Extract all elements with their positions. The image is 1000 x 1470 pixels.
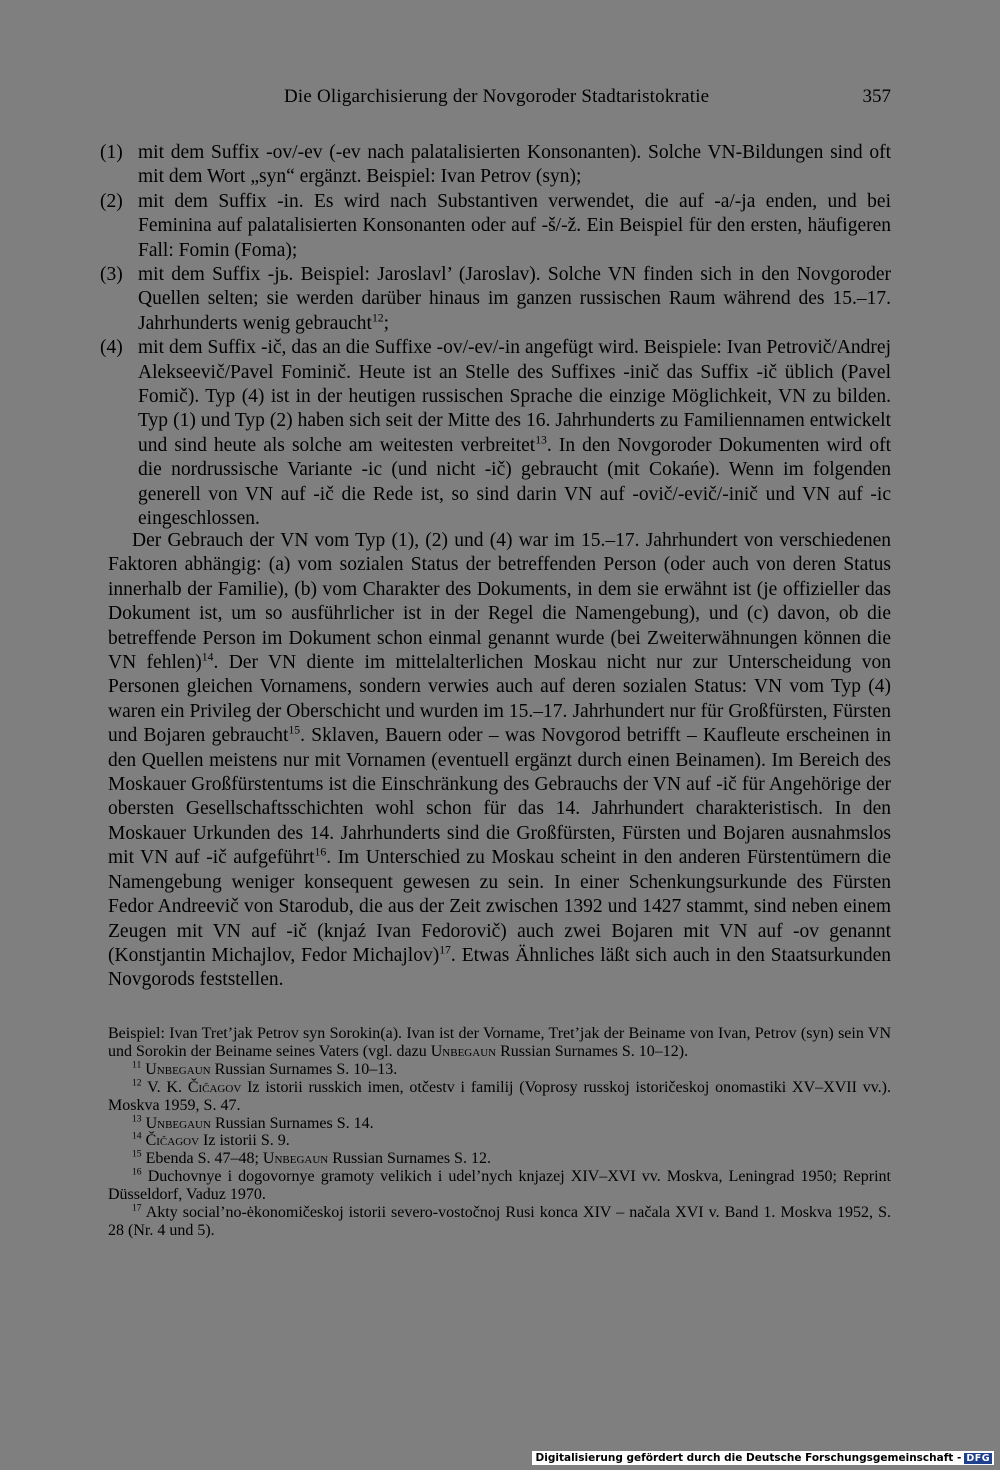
dfg-logo-icon: DFG [966, 1452, 990, 1464]
footnote-17 [108, 1204, 891, 1240]
running-title: Die Oligarchisierung der Novgoroder Stadtaristokratie [284, 86, 710, 107]
footnote-ref: 15 [288, 723, 301, 737]
footnote-author: Čičagov [145, 1132, 200, 1150]
paragraph-text: . Der VN diente im mittelalterlichen Moskau nicht nur zur Unterscheidung von Personen gleichen Vornamens, sondern verwies auch auf deren sozialen Status: VN vom Typ (4) waren ein Privileg der Oberschicht und wurden im 15.–17. Jahrhundert nur für Großfürsten, Fürsten und Bojaren gebraucht [108, 652, 891, 747]
enumerated-list [100, 141, 891, 532]
footnote-text: Ebenda S. 47–48; [145, 1150, 263, 1168]
footnote-text: Duchovnye i dogovornye gramoty velikich i udel’nych knjazej XIV–XVI vv. Moskva, Leningrad 1950; Reprint Düsseldorf, Vaduz 1970. [108, 1168, 892, 1204]
footnote-text: Russian Surnames S. 14. [210, 1114, 374, 1132]
footnote-13 [108, 1115, 891, 1133]
list-number: (4) [100, 337, 123, 359]
footnote-number: 12 [132, 1077, 142, 1089]
footnote-text: Russian Surnames S. 10–13. [210, 1060, 398, 1078]
footnote-number: 16 [132, 1166, 142, 1178]
list-number: (1) [100, 142, 123, 163]
footnote-16 [108, 1168, 891, 1204]
footnote-ref: 14 [201, 650, 214, 664]
footnote-12 [108, 1079, 891, 1115]
list-item [100, 141, 891, 190]
paragraph-text: . Im Unterschied zu Moskau scheint in den anderen Fürstentümern die Namengebung weniger konsequent gewesen zu sein. In einer Schenkungsurkunde des Fürsten Fedor Andreevič von Starodub, die aus der Zeit zwischen 1392 und 1427 stammt, sind neben einem Zeugen mit VN auf -ič (knjaź Ivan Fedorovič) auch zwei Bojaren mit VN auf -ov genannt (Konstjantin Michajlov, Fedor Michajlov) [108, 847, 891, 966]
list-item [100, 336, 891, 531]
footnote-11 [108, 1061, 891, 1079]
banner-text: Digitalisierung gefördert durch die Deutsche Forschungsgemeinschaft - [535, 1452, 962, 1464]
footnote-number: 14 [132, 1131, 142, 1143]
footnote-number: 17 [132, 1202, 142, 1214]
footnote-continuation [108, 1025, 891, 1061]
footnote-number: 13 [132, 1113, 142, 1125]
paragraph-text: Der Gebrauch der VN vom Typ (1), (2) und (4) war im 15.–17. Jahrhundert von verschiedenen Faktoren abhängig: (a) vom sozialen Status der betreffenden Person (oder auch von deren Status innerhalb der Familie), (b) vom Charakter des Dokuments, in dem sie erwähnt ist (je offizieller das Dokument ist, um so ausführlicher ist in der Regel die Namengebung), und (c) davon, ob die betreffende Person im Dokument schon einmal genannt wurde (bei Zweiterwähnungen können die VN fehlen) [108, 530, 891, 674]
footnote-14 [108, 1132, 891, 1150]
footnote-ref: 17 [439, 943, 451, 957]
body-paragraph [108, 529, 891, 993]
footnote-number: 15 [132, 1149, 142, 1161]
page-header [108, 86, 891, 114]
list-item-text: mit dem Suffix -jь. Beispiel: Jaroslavl’ (Jaroslav). Solche VN finden sich in den Novgoroder Quellen selten; sie werden darüber hinaus im ganzen russischen Raum während des 15.–17. Jahrhunderts wenig gebraucht [138, 264, 891, 334]
footnote-text: Beispiel: Ivan Tret’jak Petrov syn Sorokin(a). Ivan ist der Vorname, Tret’jak der Beiname von Ivan, Petrov (syn) sein VN und Sorokin der Beiname seines Vaters (vgl. dazu [108, 1025, 891, 1060]
footnote-author: Unbegaun [145, 1114, 211, 1132]
footnote-author: Čičagov [187, 1078, 242, 1096]
paragraph-text: . Etwas Ähnliches läßt sich auch in den Staatsurkunden Novgorods feststellen. [108, 944, 891, 991]
footnote-text: V. K. [147, 1078, 188, 1096]
list-item-text: . In den Novgoroder Dokumenten wird oft die nordrussische Variante -ic (und nicht -ič) gebraucht (mit Cokańe). Wenn im folgenden generell von VN auf -ič die Rede ist, so sind darin VN auf -ovič/-evič/-inič und VN auf -ic eingeschlossen. [138, 434, 891, 530]
footnotes [108, 1025, 891, 1240]
footnote-ref: 12 [371, 311, 384, 325]
list-item [100, 190, 891, 263]
footnote-15 [108, 1150, 891, 1168]
list-item-text: mit dem Suffix -ič, das an die Suffixe -ov/-ev/-in angefügt wird. Beispiele: Ivan Petrovič/Andrej Alekseevič/Pavel Fominič. Heute ist an Stelle des Suffixes -inič das Suffix -ič üblich (Pavel Fomič). Typ (4) ist in der heutigen russischen Sprache die einzige Möglichkeit, VN zu bilden. Typ (1) und Typ (2) haben sich seit der Mitte des 16. Jahrhunderts zu Familiennamen entwickelt und sind heute als solche am weitesten verbreitet [138, 337, 891, 456]
list-item-text: mit dem Suffix -ov/-ev (-ev nach palatalisierten Konsonanten). Solche VN-Bildungen sind oft mit dem Wort „syn“ ergänzt. Beispiel: Ivan Petrov (syn); [138, 142, 891, 188]
footnote-author: Unbegaun [145, 1060, 211, 1078]
page-number: 357 [862, 86, 891, 107]
footnote-author: Unbegaun [262, 1150, 329, 1168]
footnote-ref: 16 [314, 845, 327, 859]
digitization-banner [532, 1451, 994, 1465]
list-item-text: mit dem Suffix -in. Es wird nach Substantiven verwendet, die auf -a/-ja enden, und bei Feminina auf palatalisierten Konsonanten oder auf -š/-ž. Ein Beispiel für den ersten, häufigeren Fall: Fomin (Foma); [138, 190, 891, 261]
footnote-text: Iz istorii russkich imen, otčestv i familij (Voprosy russkoj istoričeskoj onomastiki XV–XVII vv.). Moskva 1959, S. 47. [108, 1078, 892, 1114]
footnote-author: Unbegaun [430, 1042, 497, 1060]
footnote-text: Russian Surnames S. 10–12). [496, 1042, 689, 1060]
list-number: (3) [100, 264, 123, 286]
footnote-text: Akty social’no-ėkonomičeskoj istorii severo-vostočnoj Rusi konca XIV – načala XVI v. Band 1. Moskva 1952, S. 28 (Nr. 4 und 5). [108, 1204, 891, 1239]
list-item-text: ; [383, 312, 390, 334]
footnote-text: Iz istorii S. 9. [199, 1132, 290, 1150]
paragraph-text: . Sklaven, Bauern oder – was Novgorod betrifft – Kaufleute erscheinen in den Quellen meistens nur mit Vornamen (eventuell ergänzt durch einen Beinamen). Im Bereich des Moskauer Großfürstentums ist die Einschränkung des Gebrauchs der VN auf -ič für Angehörige der obersten Gesellschaftsschichten wohl schon für das 14. Jahrhundert charakteristisch. In den Moskauer Urkunden des 14. Jahrhunderts sind die Großfürsten, Fürsten und Bojaren ausnahmslos mit VN auf -ič aufgeführt [108, 725, 892, 869]
list-number: (2) [100, 190, 123, 212]
list-item [100, 263, 891, 336]
footnote-ref: 13 [535, 433, 547, 447]
footnote-number: 11 [132, 1059, 142, 1071]
footnote-text: Russian Surnames S. 12. [328, 1150, 491, 1168]
